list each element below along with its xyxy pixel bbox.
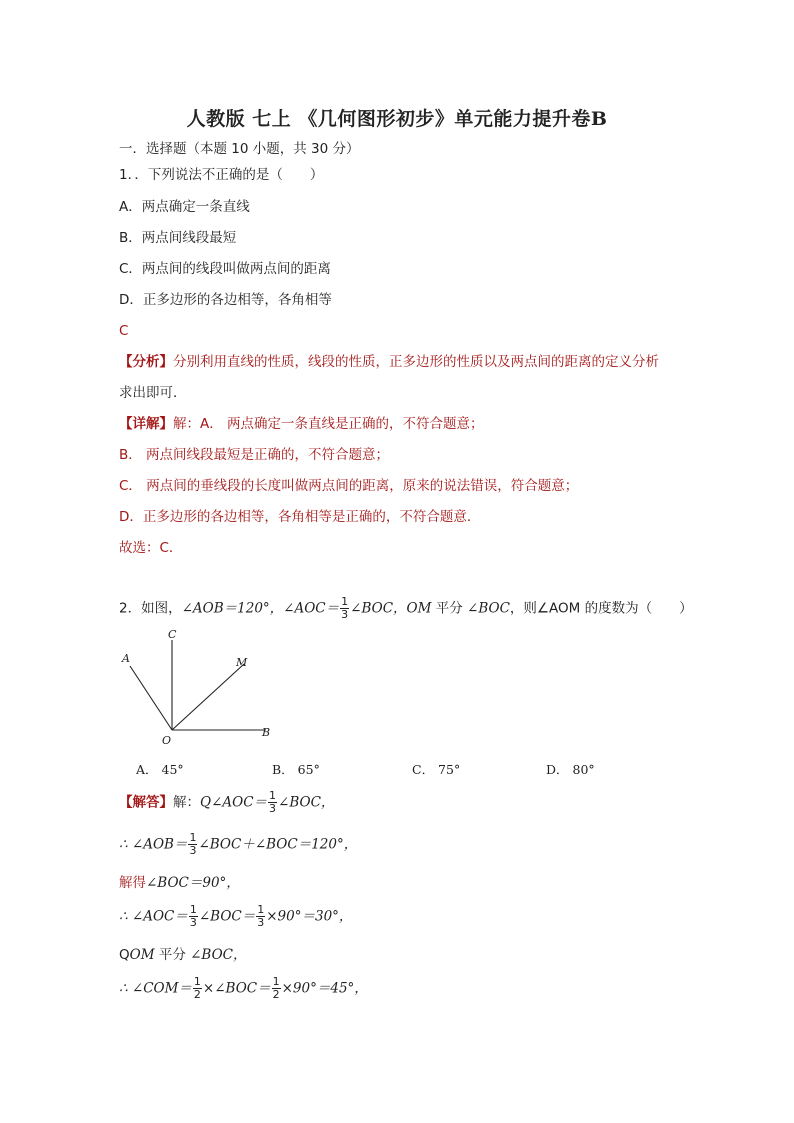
solution-formula: Q∠AOC＝ xyxy=(200,794,268,811)
q2-stem xyxy=(119,596,693,621)
analysis-tag: 【分析】 xyxy=(119,354,173,370)
detail-text: 解：A． 两点确定一条直线是正确的，不符合题意； xyxy=(173,416,484,432)
solution-ray: OM xyxy=(129,947,155,963)
q2-stem-prefix: 2．如图， xyxy=(119,600,182,617)
fraction-denominator: 3 xyxy=(189,844,197,857)
q2-ray-om: OM xyxy=(406,600,432,617)
solution-formula: ∴ ∠AOB＝ xyxy=(119,836,188,853)
q2-angle-boc: ∠BOC， xyxy=(350,600,407,617)
fraction-numerator: 1 xyxy=(257,903,265,916)
fraction-denominator: 3 xyxy=(269,802,277,815)
q2-bisect-text: 平分 xyxy=(431,600,468,617)
q1-option-a: A．两点确定一条直线 xyxy=(119,199,250,215)
q2-angle-aob: ∠AOB＝120°， xyxy=(181,600,284,617)
solution-tag: 【解答】 xyxy=(119,794,173,811)
q2-option-c: C． 75° xyxy=(412,762,461,777)
label-b: B xyxy=(262,726,271,739)
ray-om xyxy=(172,664,244,730)
solution-formula-end: ×90°＝45°， xyxy=(281,980,368,997)
q2-solution-l6 xyxy=(119,976,368,1001)
fraction xyxy=(193,976,202,1001)
q2-angle-aoc: ∠AOC＝ xyxy=(283,600,340,617)
solution-formula-end: ×90°＝30°， xyxy=(266,908,353,925)
solution-symbol: Q xyxy=(119,947,130,963)
solution-formula-mid: ×∠BOC＝ xyxy=(202,980,271,997)
q2-solution-l3 xyxy=(119,874,240,892)
fraction xyxy=(272,976,281,1001)
solution-formula: ∴ ∠COM＝ xyxy=(119,980,192,997)
q1-conclusion: 故选：C． xyxy=(119,540,183,556)
fraction-denominator: 3 xyxy=(189,916,197,929)
solution-formula: ∴ ∠AOC＝ xyxy=(119,908,188,925)
fraction xyxy=(256,904,265,929)
q1-analysis xyxy=(119,353,659,371)
q1-analysis-cont: 求出即可． xyxy=(119,385,187,401)
fraction-denominator: 3 xyxy=(341,608,349,621)
q1-detail-b: B． 两点间线段最短是正确的，不符合题意； xyxy=(119,447,390,463)
q2-angle-boc-2: ∠BOC xyxy=(467,600,510,617)
q2-option-a: A． 45° xyxy=(136,762,184,777)
solution-formula: ∠BOC＝90°， xyxy=(146,875,240,891)
q1-detail-c: C． 两点间的垂线段的长度叫做两点间的距离，原来的说法错误，符合题意； xyxy=(119,478,579,494)
fraction-denominator: 2 xyxy=(272,988,280,1001)
q1-stem: 1．．下列说法不正确的是（ ） xyxy=(119,167,324,183)
fraction-numerator: 1 xyxy=(193,975,201,988)
fraction-numerator: 1 xyxy=(189,831,197,844)
fraction-denominator: 2 xyxy=(193,988,201,1001)
solution-text: 平分 xyxy=(154,947,191,963)
fraction-numerator: 1 xyxy=(189,903,197,916)
fraction-numerator: 1 xyxy=(272,975,280,988)
q2-fraction xyxy=(340,596,349,621)
solution-formula-end: ∠BOC＋∠BOC＝120°， xyxy=(198,836,358,853)
page-title: 人教版 七上 《几何图形初步》单元能力提升卷B xyxy=(186,108,608,130)
detail-tag: 【详解】 xyxy=(119,416,173,432)
q2-solution-l2 xyxy=(119,832,357,857)
q2-solution-l1 xyxy=(119,790,334,815)
q1-answer: C xyxy=(119,323,129,339)
label-m: M xyxy=(236,656,248,669)
q1-detail xyxy=(119,415,484,433)
q1-option-c: C．两点间的线段叫做两点间的距离 xyxy=(119,261,331,277)
fraction-denominator: 3 xyxy=(257,916,265,929)
label-o: O xyxy=(162,734,172,747)
fraction xyxy=(188,832,197,857)
label-a: A xyxy=(122,652,130,665)
fraction xyxy=(189,904,198,929)
angle-figure xyxy=(116,626,286,748)
solution-text: 解： xyxy=(173,794,200,811)
solution-formula-end: ∠BOC， xyxy=(278,794,335,811)
q1-option-d: D．正多边形的各边相等，各角相等 xyxy=(119,292,332,308)
solution-formula: ∠BOC， xyxy=(190,947,247,963)
ray-oa xyxy=(130,666,172,730)
section-heading: 一．选择题（本题 10 小题，共 30 分） xyxy=(119,141,360,157)
solution-formula-mid: ∠BOC＝ xyxy=(198,908,256,925)
q2-option-d: D． 80° xyxy=(546,762,595,777)
fraction xyxy=(268,790,277,815)
q2-solution-l4 xyxy=(119,904,352,929)
solution-text: 解得 xyxy=(119,875,146,891)
analysis-text: 分别利用直线的性质，线段的性质，正多边形的性质以及两点间的距离的定义分析 xyxy=(173,354,659,370)
q1-detail-d: D．正多边形的各边相等，各角相等是正确的，不符合题意． xyxy=(119,509,481,525)
fraction-numerator: 1 xyxy=(269,789,277,802)
label-c: C xyxy=(168,628,177,641)
q2-solution-l5 xyxy=(119,946,247,964)
q1-option-b: B．两点间线段最短 xyxy=(119,230,237,246)
fraction-numerator: 1 xyxy=(341,595,349,608)
q2-option-b: B． 65° xyxy=(272,762,320,777)
q2-stem-end: ，则∠AOM 的度数为（ ） xyxy=(509,600,693,617)
